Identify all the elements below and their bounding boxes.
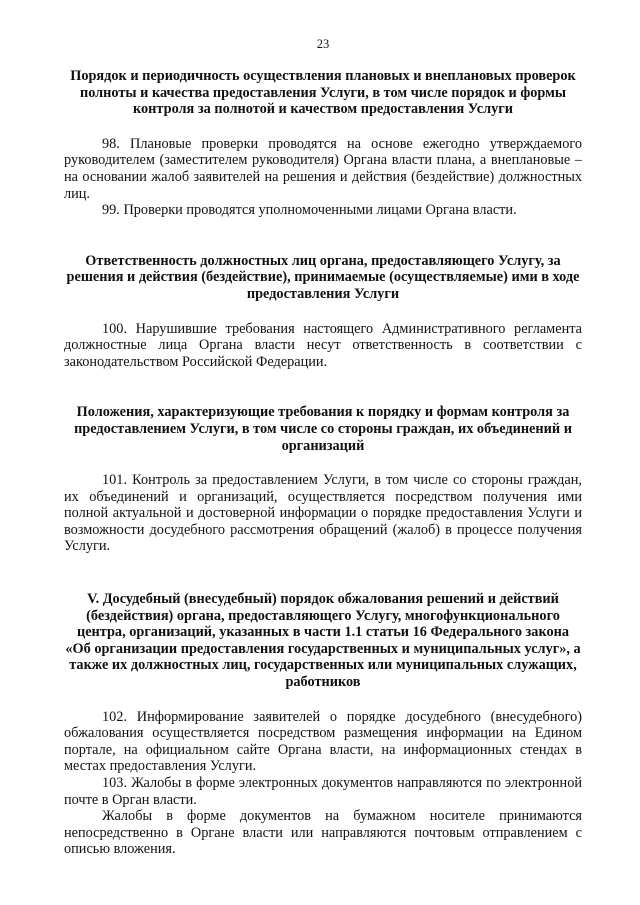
paragraph-100: 100. Нарушившие требования настоящего Административного регламента должностные лица Органа власти несут ответственность в соответствии с законодательством Российской Федерации. xyxy=(64,320,582,370)
document-page xyxy=(64,36,582,858)
section-heading: Положения, характеризующие требования к порядку и формам контроля за предоставлением Услуги, в том числе со стороны граждан, их объединений и организаций xyxy=(74,404,572,454)
section-heading: V. Досудебный (внесудебный) порядок обжалования решений и действий (бездействия) органа, предоставляющего Услугу, многофункционального центра, организаций, указанных в части 1.1 статьи 16 Федерального закона «Об организации предоставления государственных и муниципальных услуг», а также их должностных лиц, государственных или муниципальных служащих, работников xyxy=(65,591,581,691)
section-appeals xyxy=(64,591,582,858)
paragraph-102: 102. Информирование заявителей о порядке досудебного (внесудебного) обжалования осуществляется посредством размещения информации на Едином портале, на официальном сайте Органа власти, на информационных стендах в местах предоставления Услуги. xyxy=(64,708,582,775)
paragraph-99: 99. Проверки проводятся уполномоченными лицами Органа власти. xyxy=(102,202,517,219)
section-heading: Ответственность должностных лиц органа, предоставляющего Услугу, за решения и действия (бездействие), принимаемые (осуществляемые) ими в ходе предоставления Услуги xyxy=(66,252,580,302)
section-heading: Порядок и периодичность осуществления плановых и внеплановых проверок полноты и качества предоставления Услуги, в том числе порядок и формы контроля за полнотой и качеством предоставления Услуги xyxy=(70,68,576,118)
paragraph-101: 101. Контроль за предоставлением Услуги, в том числе со стороны граждан, их объединений и организаций, осуществляется посредством получения ими полной актуальной и достоверной информации о порядке предоставления Услуги и возможности досудебного рассмотрения обращений (жалоб) в процессе получения Услуги. xyxy=(64,472,582,555)
section-inspections xyxy=(64,68,582,219)
paragraph-98: 98. Плановые проверки проводятся на основе ежегодно утверждаемого руководителем (заместителем руководителя) Органа власти плана, а внеплановые – на основании жалоб заявителей на решения и действия (бездействие) должностных лиц. xyxy=(64,135,582,202)
section-control-requirements xyxy=(64,404,582,555)
section-responsibility xyxy=(64,253,582,371)
page-number: 23 xyxy=(316,37,330,51)
paragraph-103-paper: Жалобы в форме документов на бумажном носителе принимаются непосредственно в Органе власти или направляются почтовым отправлением с описью вложения. xyxy=(64,808,582,858)
paragraph-103: 103. Жалобы в форме электронных документов направляются по электронной почте в Орган власти. xyxy=(64,775,582,808)
